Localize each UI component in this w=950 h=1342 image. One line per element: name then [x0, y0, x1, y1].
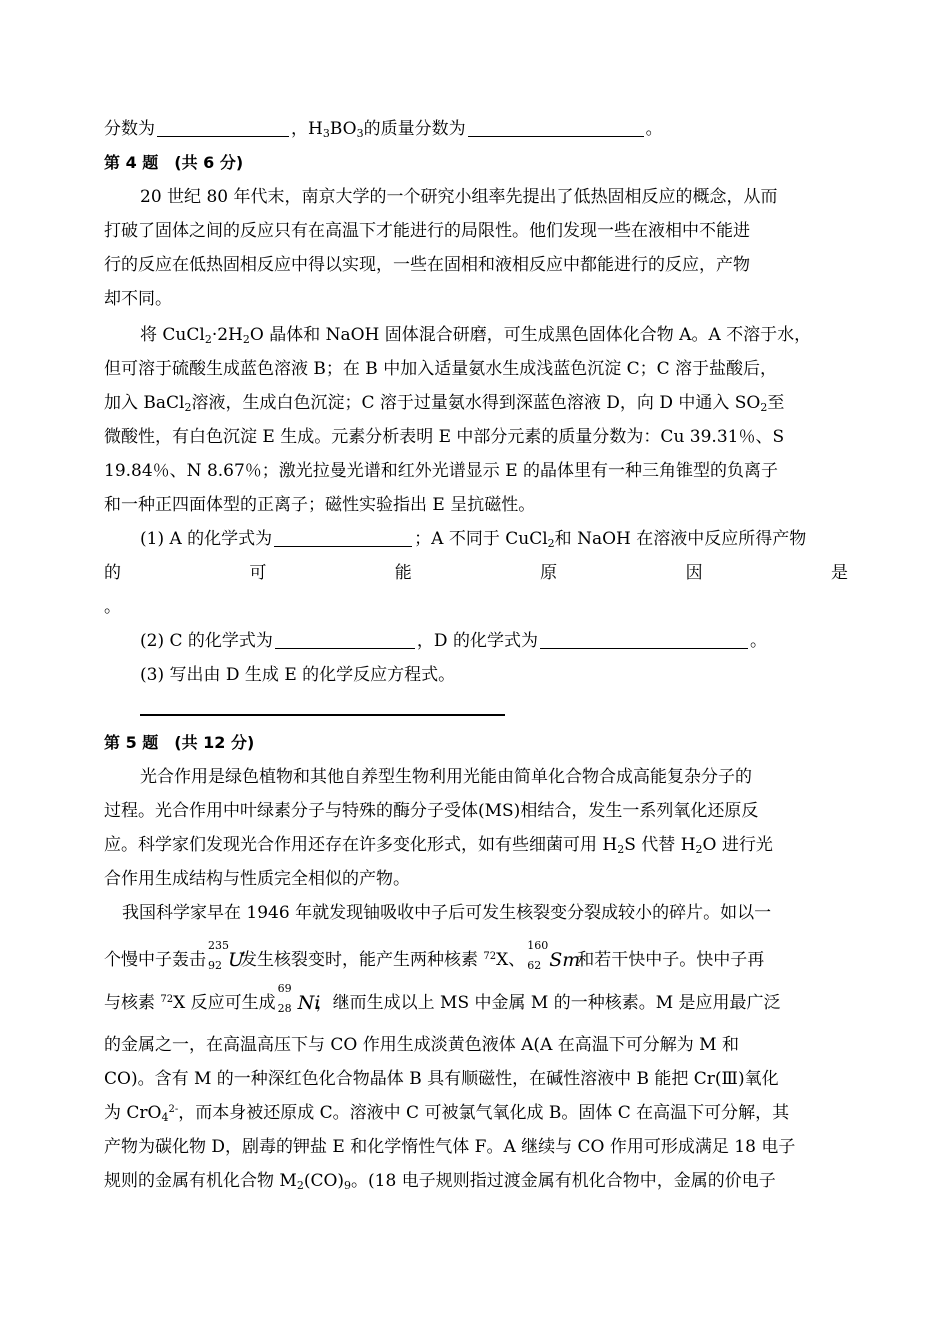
- answer-blank[interactable]: [275, 647, 415, 649]
- text-line: 的 可 能 原 因 是: [104, 563, 848, 583]
- text-line: 19.84％、N 8.67％；激光拉曼光谱和红外光谱显示 E 的晶体里有一种三角锥型的负离子: [104, 461, 779, 481]
- text-line: 过程。光合作用中叶绿素分子与特殊的酶分子受体(MS)相结合，发生一系列氧化还原反: [104, 801, 759, 821]
- text-line: 加入 BaCl$_2$溶液，生成白色沉淀；C 溶于过量氨水得到深蓝色溶液 D，向 D 中通入 $SO_2$至: [104, 393, 785, 414]
- text-line: 的金属之一，在高温高压下与 CO 作用生成淡黄色液体 A(A 在高温下可分解为 M 和: [104, 1035, 739, 1055]
- text-line: 规则的金属有机化合物 $M_2(CO)_9$。(18 电子规则指过渡金属有机化合物中，金属的价电子: [104, 1171, 776, 1192]
- subquestion-3: (3) 写出由 D 生成 E 的化学反应方程式。: [140, 665, 456, 685]
- text-line: 行的反应在低热固相反应中得以实现，一些在固相和液相反应中都能进行的反应，产物: [104, 255, 750, 275]
- nuclide-ni69: 69 28 Ni: [277, 982, 321, 1015]
- text-line: 我国科学家早在 1946 年就发现铀吸收中子后可发生核裂变分裂成较小的碎片。如以一: [122, 903, 772, 923]
- text-line: 应。科学家们发现光合作用还存在许多变化形式，如有些细菌可用 $H_2S$ 代替 $H_2O$ 进行光: [104, 835, 773, 856]
- text-line: 微酸性，有白色沉淀 E 生成。元素分析表明 E 中部分元素的质量分数为：Cu 39.31％、S: [104, 427, 785, 447]
- text-line: 。: [104, 597, 121, 617]
- text-line: 将 $CuCl_2\cdot 2H_2O$ 晶体和 NaOH 固体混合研磨，可生成黑色固体化合物 A。A 不溶于水，: [140, 325, 812, 346]
- text-line: 但可溶于硫酸生成蓝色溶液 B；在 B 中加入适量氨水生成浅蓝色沉淀 C；C 溶于盐酸后，: [104, 359, 778, 379]
- question-5-title: 第 5 题 (共 12 分): [104, 733, 255, 752]
- text-line: 光合作用是绿色植物和其他自养型生物利用光能由简单化合物合成高能复杂分子的: [140, 767, 752, 787]
- text-line: 合作用生成结构与性质完全相似的产物。: [104, 869, 410, 889]
- text-line: 产物为碳化物 D，剧毒的钾盐 E 和化学惰性气体 F。A 继续与 CO 作用可形成满足 18 电子: [104, 1137, 796, 1157]
- answer-blank[interactable]: [157, 135, 289, 137]
- subquestion-1: (1) A 的化学式为 ；A 不同于 CuCl$_2$和 NaOH 在溶液中反应所得产物: [140, 529, 807, 550]
- text-line: 20 世纪 80 年代末，南京大学的一个研究小组率先提出了低热固相反应的概念，从而: [140, 187, 778, 207]
- text-line: 个慢中子轰击 235 92 U发生核裂变时，能产生两种核素 $^{72}$X、 160 62 Sm和若干快中子。快中子再: [104, 943, 848, 978]
- nuclide-u235: 235 92 U: [208, 939, 245, 972]
- text-line: CO)。含有 M 的一种深红色化合物晶体 B 具有顺磁性，在碱性溶液中 B 能把 Cr(Ⅲ)氧化: [104, 1069, 779, 1089]
- answer-blank[interactable]: [274, 545, 412, 547]
- text-line: 为 CrO$_4^{2-}$，而本身被还原成 C。溶液中 C 可被氯气氧化成 B。固体 C 在高温下可分解，其: [104, 1103, 790, 1124]
- nuclide-sm160: 160 62 Sm: [527, 939, 581, 972]
- text-line: 分数为 ，$H_3BO_3$的质量分数为 。: [104, 119, 663, 140]
- text-line: 打破了固体之间的反应只有在高温下才能进行的局限性。他们发现一些在液相中不能进: [104, 221, 750, 241]
- text-line: 和一种正四面体型的正离子；磁性实验指出 E 呈抗磁性。: [104, 495, 536, 515]
- subquestion-2: (2) C 的化学式为 ，D 的化学式为 。: [140, 631, 767, 651]
- answer-blank[interactable]: [540, 647, 748, 649]
- question-4-title: 第 4 题 (共 6 分): [104, 153, 244, 172]
- answer-line[interactable]: [140, 714, 505, 716]
- text-line: 与核素 $^{72}$X 反应可生成 69 28 Ni，继而生成以上 MS 中金属 M 的一种核素。M 是应用最广泛: [104, 986, 848, 1021]
- text-line: 却不同。: [104, 289, 172, 309]
- answer-blank[interactable]: [468, 135, 644, 137]
